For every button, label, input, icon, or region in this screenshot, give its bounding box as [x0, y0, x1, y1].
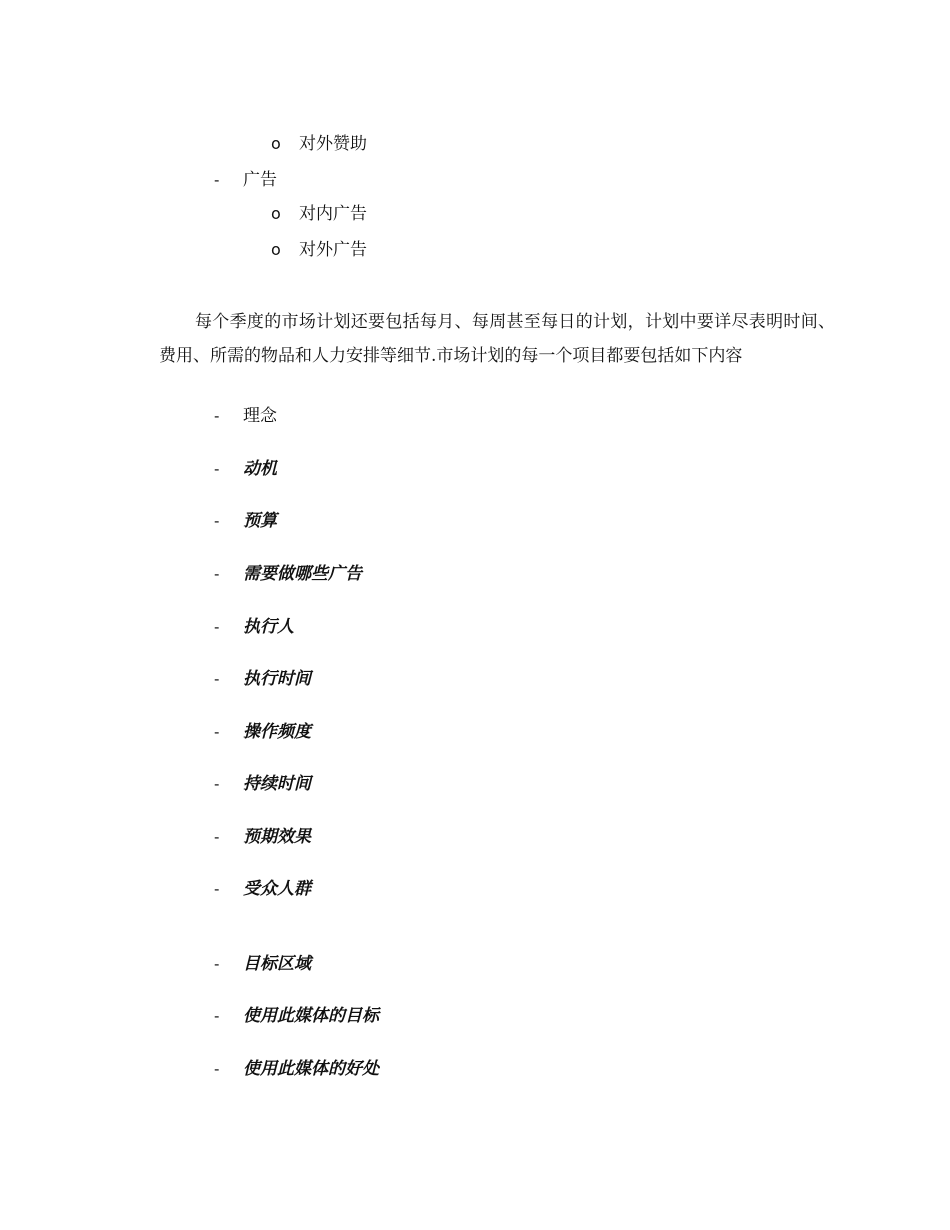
list-item-text: 广告 [243, 170, 277, 190]
list-item-text: 对外赞助 [299, 134, 367, 154]
list-item [0, 1056, 950, 1082]
list-item-text: 持续时间 [243, 774, 311, 794]
list-item-text: 受众人群 [243, 879, 311, 899]
list-item-text: 预算 [243, 511, 277, 531]
list-item-text: 动机 [243, 459, 277, 479]
dash-bullet-icon: - [214, 1060, 220, 1078]
list-item-external-ads [0, 237, 950, 263]
dash-bullet-icon: - [214, 955, 220, 973]
circle-bullet-icon: o [271, 134, 281, 153]
list-item-internal-ads [0, 201, 950, 227]
dash-bullet-icon: - [214, 565, 220, 583]
list-item-text: 目标区域 [243, 954, 311, 974]
list-item [0, 719, 950, 745]
dash-bullet-icon: - [214, 723, 220, 741]
list-item-text: 操作频度 [243, 722, 311, 742]
list-item [0, 561, 950, 587]
list-item-text: 执行人 [243, 617, 294, 637]
list-item [0, 824, 950, 850]
list-item [0, 614, 950, 640]
list-item-text: 需要做哪些广告 [243, 564, 362, 584]
list-item-text: 使用此媒体的目标 [243, 1006, 379, 1026]
circle-bullet-icon: o [271, 240, 281, 259]
circle-bullet-icon: o [271, 204, 281, 223]
list-item [0, 771, 950, 797]
list-item-text: 对外广告 [299, 240, 367, 260]
list-item [0, 403, 950, 429]
dash-bullet-icon: - [214, 775, 220, 793]
dash-bullet-icon: - [214, 618, 220, 636]
list-item-text: 使用此媒体的好处 [243, 1059, 379, 1079]
list-item-text: 预期效果 [243, 827, 311, 847]
dash-bullet-icon: - [214, 828, 220, 846]
list-item-advertising [0, 167, 950, 193]
dash-bullet-icon: - [214, 670, 220, 688]
dash-bullet-icon: - [214, 512, 220, 530]
list-item [0, 876, 950, 902]
dash-bullet-icon: - [214, 1007, 220, 1025]
body-paragraph: 每个季度的市场计划还要包括每月、每周甚至每日的计划，计划中要详尽表明时间、费用、所需的物品和人力安排等细节.市场计划的每一个项目都要包括如下内容 [159, 312, 835, 366]
list-item [0, 456, 950, 482]
list-item [0, 666, 950, 692]
dash-bullet-icon: - [214, 880, 220, 898]
list-item-text: 对内广告 [299, 204, 367, 224]
dash-bullet-icon: - [214, 407, 220, 425]
list-item-text: 理念 [243, 406, 277, 426]
list-item-sponsorship-external [0, 131, 950, 157]
dash-bullet-icon: - [214, 171, 220, 189]
list-item [0, 951, 950, 977]
list-item [0, 1003, 950, 1029]
list-item [0, 508, 950, 534]
dash-bullet-icon: - [214, 460, 220, 478]
list-item-text: 执行时间 [243, 669, 311, 689]
